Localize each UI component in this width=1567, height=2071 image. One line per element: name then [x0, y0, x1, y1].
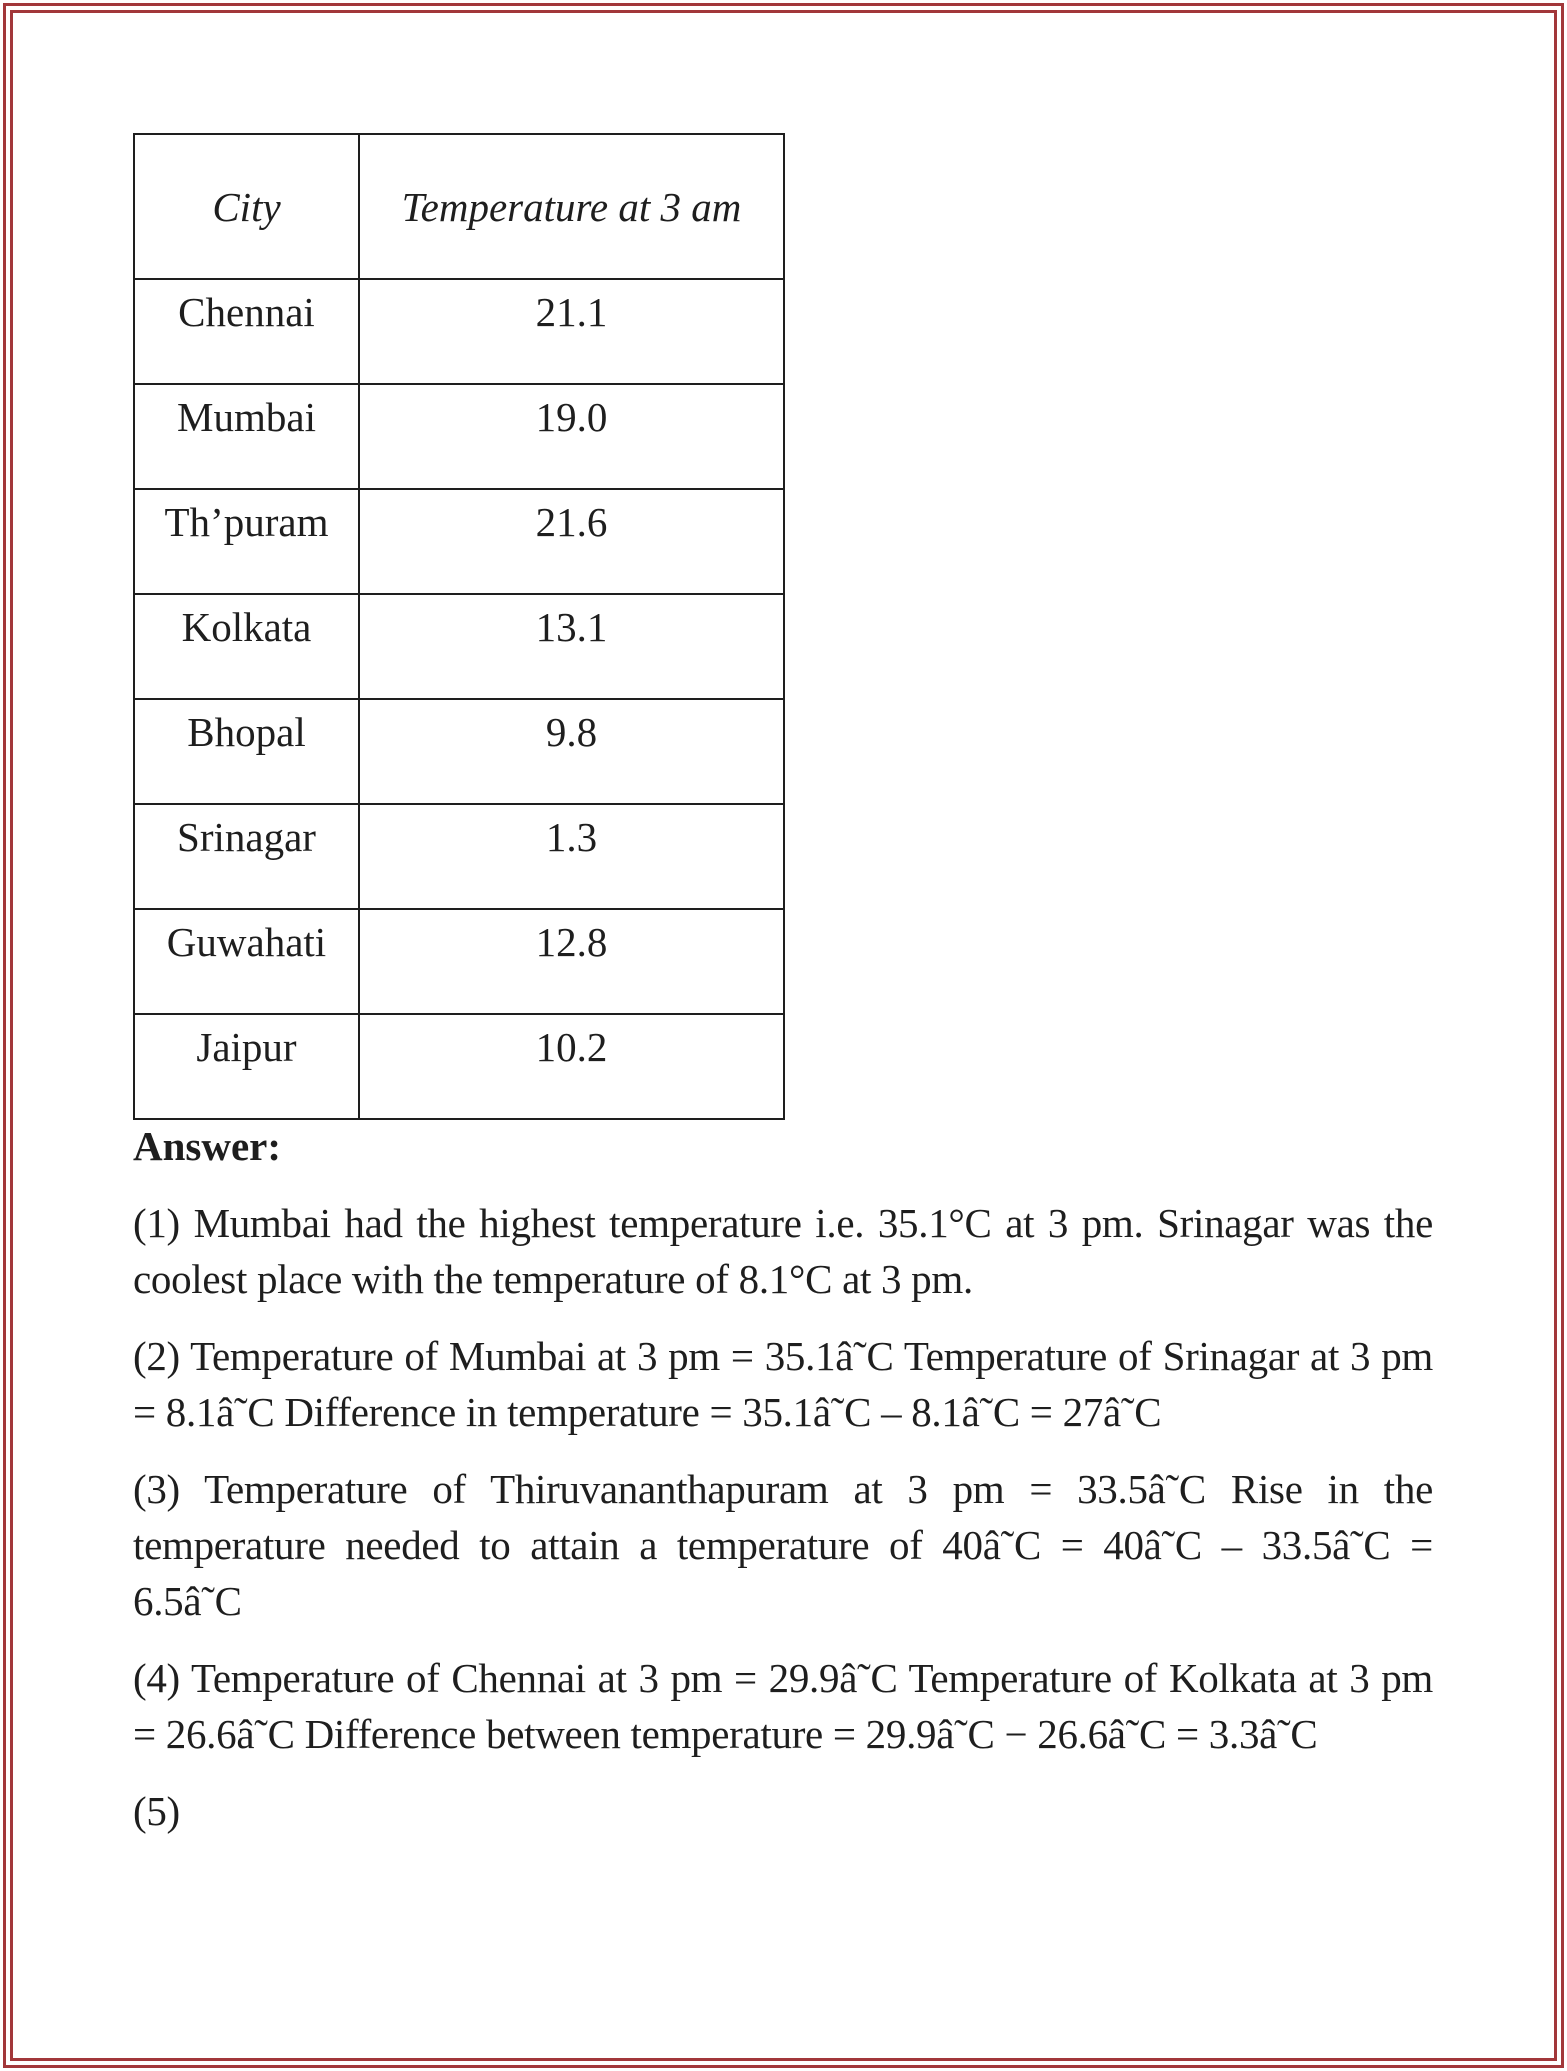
temperature-cell: 1.3 [359, 804, 784, 909]
city-cell: Chennai [134, 279, 359, 384]
city-cell: Guwahati [134, 909, 359, 1014]
table-row [134, 279, 784, 384]
table-row [134, 699, 784, 804]
city-cell: Srinagar [134, 804, 359, 909]
temperature-cell: 10.2 [359, 1014, 784, 1119]
table-header-row [134, 134, 784, 279]
city-cell: Th’puram [134, 489, 359, 594]
answer-item-5: (5) [133, 1788, 180, 1834]
temperature-cell: 21.1 [359, 279, 784, 384]
answer-item-1: (1) Mumbai had the highest temperature i.e. 35.1°C at 3 pm. Srinagar was the coolest place with the temperature of 8.1°C at 3 pm. [133, 1200, 1433, 1302]
table-row [134, 1014, 784, 1119]
answer-item-2: (2) Temperature of Mumbai at 3 pm = 35.1â˜C Temperature of Srinagar at 3 pm = 8.1â˜C Difference in temperature = 35.1â˜C – 8.1â˜C = 27â˜C [133, 1333, 1433, 1435]
table-row [134, 804, 784, 909]
temperature-cell: 12.8 [359, 909, 784, 1014]
answer-item-3: (3) Temperature of Thiruvananthapuram at 3 pm = 33.5â˜C Rise in the temperature needed to attain a temperature of 40â˜C = 40â˜C – 33.5â˜C = 6.5â˜C [133, 1466, 1433, 1624]
table-row [134, 489, 784, 594]
column-header-city: City [134, 134, 359, 279]
table-row [134, 594, 784, 699]
temperature-cell: 21.6 [359, 489, 784, 594]
city-cell: Bhopal [134, 699, 359, 804]
temperature-cell: 13.1 [359, 594, 784, 699]
answer-item-4: (4) Temperature of Chennai at 3 pm = 29.9â˜C Temperature of Kolkata at 3 pm = 26.6â˜C Difference between temperature = 29.9â˜C − 26.6â˜C = 3.3â˜C [133, 1655, 1433, 1757]
temperature-cell: 9.8 [359, 699, 784, 804]
city-cell: Mumbai [134, 384, 359, 489]
temperature-cell: 19.0 [359, 384, 784, 489]
table-row [134, 909, 784, 1014]
table-row [134, 384, 784, 489]
city-cell: Jaipur [134, 1014, 359, 1119]
answer-section [133, 1115, 1433, 1860]
column-header-temperature: Temperature at 3 am [359, 134, 784, 279]
answer-heading: Answer: [133, 1123, 282, 1169]
temperature-table [133, 133, 785, 1120]
city-cell: Kolkata [134, 594, 359, 699]
